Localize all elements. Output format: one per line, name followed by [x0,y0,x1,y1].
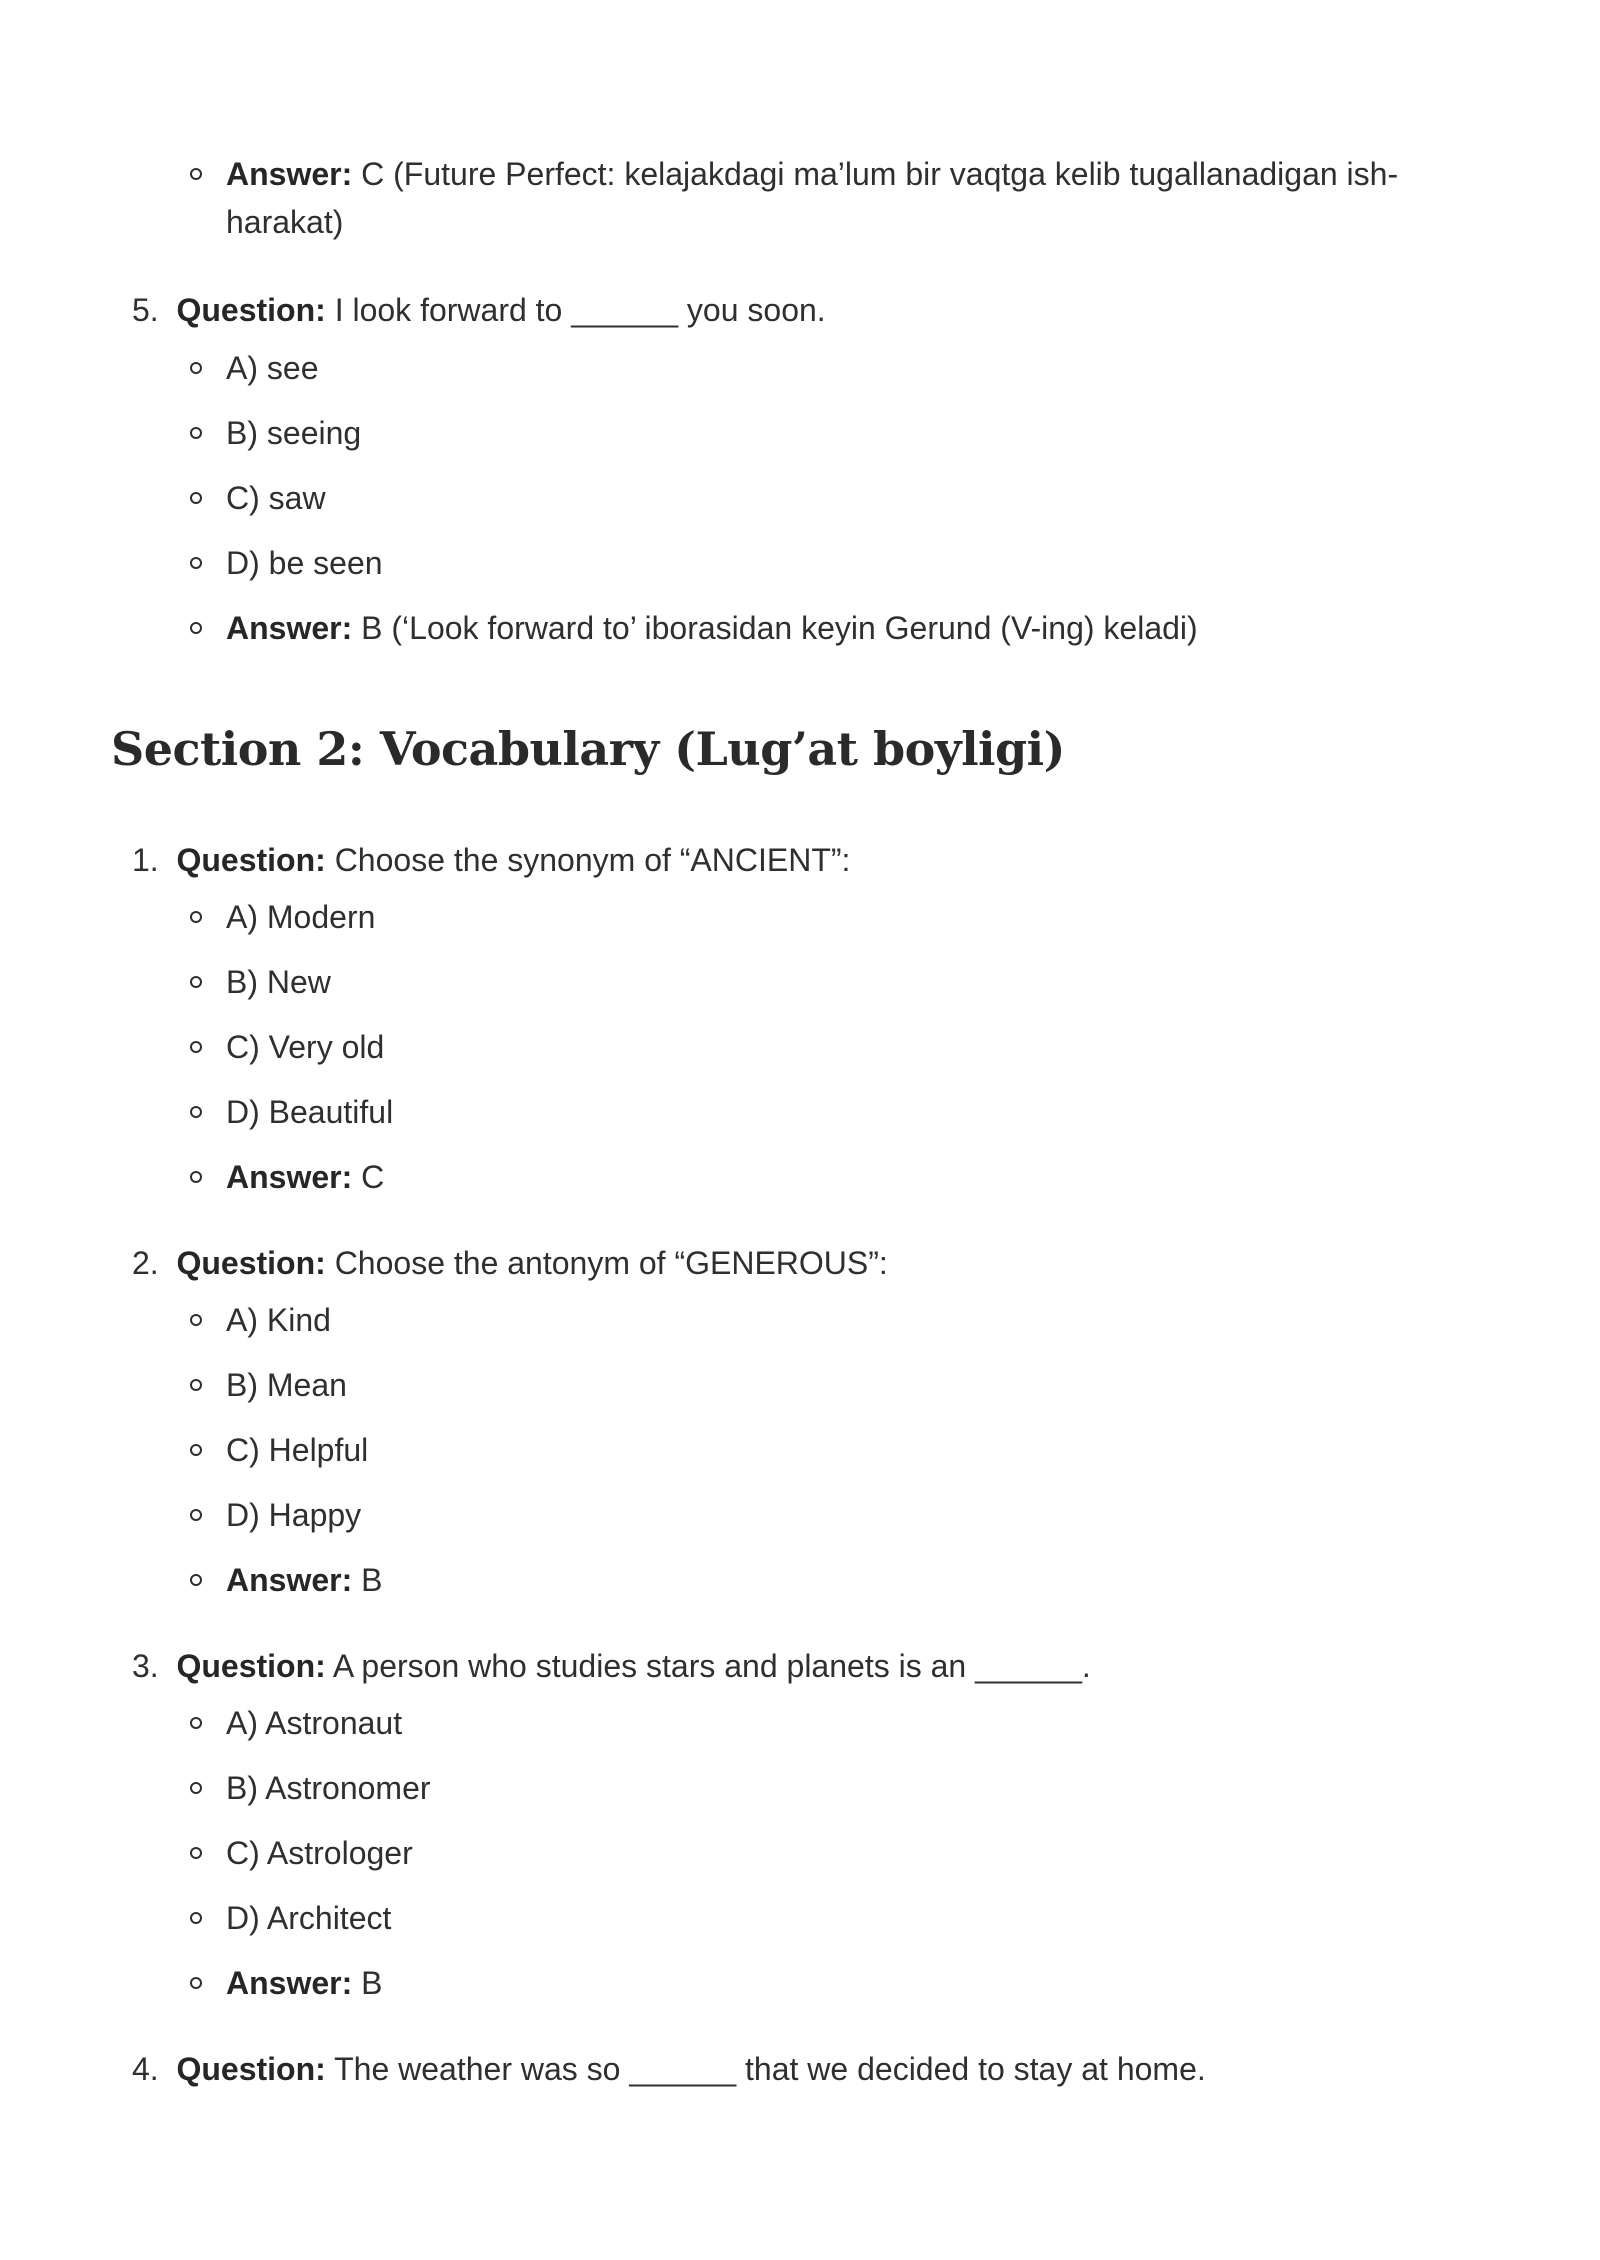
question-text: I look forward to ______ you soon. [325,292,826,328]
question-text: The weather was so ______ that we decided to stay at home. [325,2051,1206,2087]
option-text: D) Architect [226,1900,392,1936]
option-item [226,1088,1456,1136]
answer-text: C (Future Perfect: kelajakdagi ma’lum bir vaqtga kelib tugallanadigan ish- [352,156,1399,192]
option-text: A) Modern [226,899,376,935]
option-text: B) Mean [226,1367,347,1403]
option-item [226,539,1456,587]
option-text: C) saw [226,480,326,516]
question-text: Choose the antonym of “GENEROUS”: [325,1245,888,1281]
answer-item [226,1959,1456,2007]
question-label: Question: [176,1245,326,1281]
option-text: B) New [226,964,331,1000]
option-item [226,1699,1456,1747]
question-item [132,836,1432,884]
question-item [132,286,1432,334]
section-heading: Section 2: Vocabulary (Lug’at boyligi) [111,722,1065,776]
answer-text: B [352,1562,383,1598]
option-text: A) Astronaut [226,1705,403,1741]
question-number: 4. [132,2051,168,2087]
option-item [226,1296,1456,1344]
question-item [132,1239,1432,1287]
option-item [226,1426,1456,1474]
option-item [226,893,1456,941]
question-number: 3. [132,1648,168,1684]
option-text: A) Kind [226,1302,331,1338]
option-item [226,958,1456,1006]
question-label: Question: [176,842,326,878]
answer-item [226,1556,1456,1604]
answer-item [226,604,1456,652]
question-item [132,2045,1432,2093]
option-text: D) be seen [226,545,383,581]
answer-text: B [352,1965,383,2001]
option-item [226,1764,1456,1812]
option-item [226,1491,1456,1539]
option-text: D) Beautiful [226,1094,394,1130]
answer-label: Answer: [226,1562,353,1598]
option-item [226,1361,1456,1409]
answer-label: Answer: [226,610,353,646]
question-text: Choose the synonym of “ANCIENT”: [325,842,851,878]
question-number: 2. [132,1245,168,1281]
answer-label: Answer: [226,1965,353,2001]
question-label: Question: [176,2051,326,2087]
option-item [226,474,1456,522]
question-number: 5. [132,292,168,328]
option-text: D) Happy [226,1497,362,1533]
answer-label: Answer: [226,156,353,192]
option-text: B) Astronomer [226,1770,431,1806]
answer-text: B (‘Look forward to’ iborasidan keyin Gerund (V-ing) keladi) [352,610,1198,646]
question-label: Question: [176,292,326,328]
question-number: 1. [132,842,168,878]
question-text: A person who studies stars and planets is an ______. [325,1648,1091,1684]
answer-item [226,150,1456,198]
answer-item [226,1153,1456,1201]
option-text: C) Very old [226,1029,385,1065]
answer-label: Answer: [226,1159,353,1195]
question-item [132,1642,1432,1690]
answer-text: C [352,1159,385,1195]
option-text: C) Astrologer [226,1835,413,1871]
option-item [226,344,1456,392]
answer-text-continuation: harakat) [226,204,344,240]
question-label: Question: [176,1648,326,1684]
option-text: B) seeing [226,415,362,451]
option-text: C) Helpful [226,1432,369,1468]
option-item [226,1023,1456,1071]
option-item [226,1894,1456,1942]
option-item [226,409,1456,457]
option-item [226,1829,1456,1877]
answer-continuation [226,198,1456,246]
option-text: A) see [226,350,319,386]
